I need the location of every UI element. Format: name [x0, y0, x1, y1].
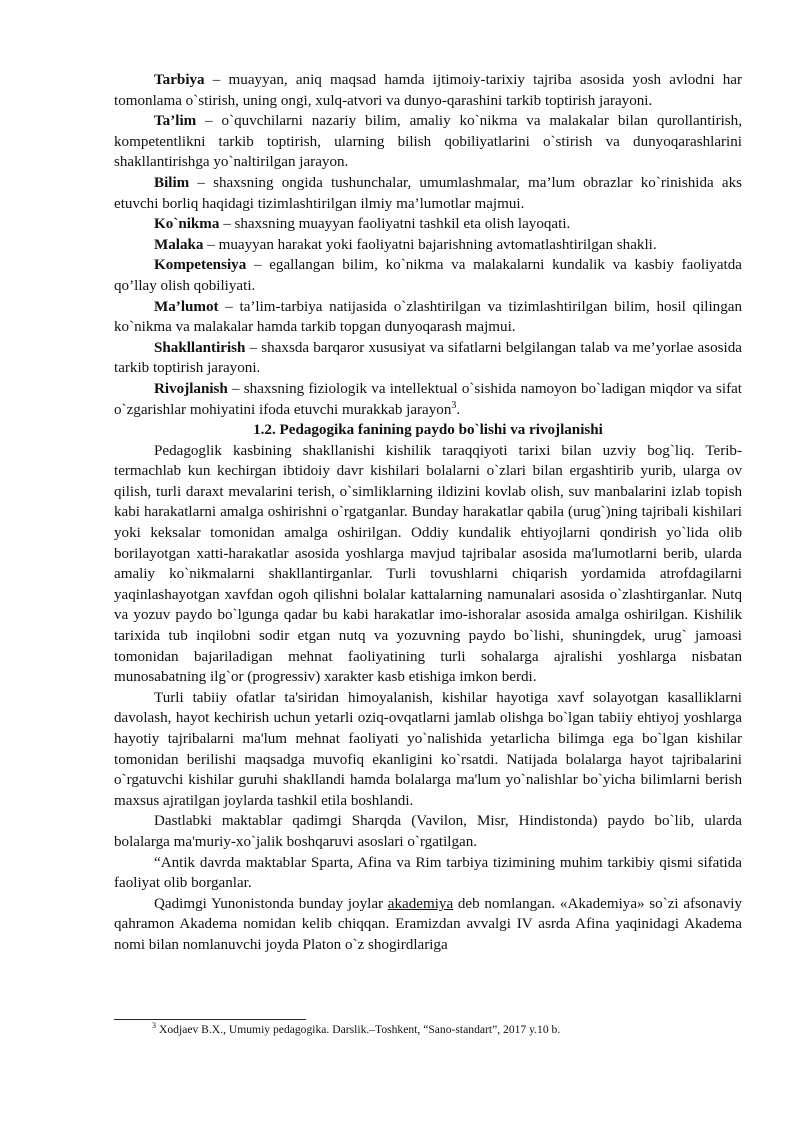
akademiya-link[interactable]: akademiya [387, 895, 454, 912]
term-paragraph [114, 297, 742, 338]
term-title: Shakllantirish [154, 339, 246, 356]
term-definition: – ta’lim-tarbiya natijasida o`zlashtirilgan va tizimlashtirilgan bilim, hosil qilingan ko`nikma va malakalar hamda tarkib topgan dunyoqarash majmui. [114, 298, 742, 336]
term-paragraph [114, 255, 742, 296]
term-title: Tarbiya [154, 72, 205, 88]
footnote-text: Xodjaev B.X., Umumiy pedagogika. Darslik.–Toshkent, “Sano-standart”, 2017 y.10 b. [159, 1023, 561, 1036]
term-paragraph [114, 173, 742, 214]
term-paragraph [114, 235, 742, 256]
term-paragraph [114, 214, 742, 235]
term-paragraph [114, 338, 742, 379]
paragraph-text: deb nomlangan. «Akademiya» so`zi afsonaviy qahramon Akadema nomidan kelib chiqqan. Eramizdan avvalgi IV asrda Afina yaqinidagi Akadema nomi bilan nomlanuvchi joyda Platon o`z shogirdlariga [114, 895, 743, 953]
term-title: Ta’lim [154, 113, 197, 130]
term-title: Ko`nikma [154, 216, 220, 233]
term-definition: – muayyan, aniq maqsad hamda ijtimoiy-tarixiy tajriba asosida yosh avlodni har tomonlama o`stirish, uning ongi, xulq-atvori va dunyo-qarashini tarkib toptirish jarayoni. [114, 72, 742, 109]
term-paragraph [114, 111, 742, 173]
footnote-reference[interactable]: 3 [451, 399, 457, 411]
term-definition: – shaxsning fiziologik va intellektual o`sishida namoyon bo`ladigan miqdor va sifat o`zgarishlar mohiyatini ifoda etuvchi murakkab jarayon [114, 380, 742, 418]
footnote [152, 1022, 742, 1037]
body-paragraph: “Antik davrda maktablar Sparta, Afina va Rim tarbiya tizimining muhim tarkibiy qismi sifatida faoliyat olib borganlar. [114, 854, 742, 892]
paragraph-text: Qadimgi Yunonistonda bunday joylar [154, 895, 388, 912]
term-definition: – shaxsda barqaror xususiyat va sifatlarni belgilangan talab va me’yorlae asosida tarkib toptirish jarayoni. [114, 339, 742, 377]
term-title: Malaka [154, 236, 204, 253]
footnote-separator [114, 1019, 306, 1020]
term-definition: – egallangan bilim, ko`nikma va malakalarni kundalik va kasbiy faoliyatda qo’llay olish qobiliyati. [114, 257, 742, 294]
body-paragraph: Dastlabki maktablar qadimgi Sharqda (Vavilon, Misr, Hindistonda) paydo bo`lib, ularda bolalarga ma'muriy-xo`jalik boshqaruvi asoslari o`rgatilgan. [114, 813, 742, 850]
term-definition: – shaxsning muayyan faoliyatni tashkil eta olish layoqati. [219, 216, 571, 233]
body-paragraph: Turli tabiiy ofatlar ta'siridan himoyalanish, kishilar hayotiga xavf solayotgan kasalliklarni davolash, hayot kechirish uchun yetarli oziq-ovqatlarni jamlab olishga bo`lgan tabiiy ehtiyoj yoshlarga hayotiy tajribalarni ma'lum mehnat faoliyati yo`nalishida yetarlicha bilimga ega bo`lgan kishilar tomonidan berilishi maqsadga muvofiq ekanligini ko`rsatdi. Natijada bolalarga hayot tajribalarini o`rgatuvchi kishilar guruhi shakllandi hamda bolalarga ma'lum yo`nalishlar bo`yicha bilimlarni berish maxsus ajratilgan joylarda tashkil etila boshlandi. [114, 689, 742, 809]
term-paragraph [114, 70, 742, 111]
page-body [114, 70, 742, 956]
body-paragraph: Pedagoglik kasbining shakllanishi kishilik taraqqiyoti tarixi bilan uzviy bog`liq. Terib-termachlab kun kechirgan ibtidoiy davr kishilari bolalarni o`zlari bilan ergashtirib yurib, ularga ov qilish, turli daraxt mevalarini terish, o`simliklarning ildizini kovlab olish, suv manbalarini izlab topish kabi harakatlarni amalga oshirishni o`rgatganlar. Bunday harakatlar qabila (urug`)ning tajribali kishilari yoki keksalar tomonidan amalga oshirilgan. Oddiy kundalik ehtiyojlarni qondirish yo`lida olib borilayotgan xatti-harakatlar asosida yoshlarga mavjud tajribalar asosida ma'lumotlarni berib, ularda amaliy ko`nikmalarni shakllantirganlar. Turli tovushlarni chiqarish yordamida atrofdagilarni yaqinlashayotgan xavfdan ogoh qilishni bolalar kattalarning namunalari asosida o`zlashtirganlar. Nutq va yozuv paydo bo`lgunga qadar bu kabi harakatlar imo-ishoralar asosida amalga oshirilgan. Kishilik tarixida tub inqilobni sodir etgan nutq va yozuvning paydo bo`lishi, shuningdek, urug` jamoasi tomonidan bajariladigan mehnat faoliyatining turli sohalarga ajralishi yoshlarga nisbatan munosabatning ilg`or (progressiv) xarakter kasb etishiga imkon berdi. [114, 442, 742, 686]
term-title: Rivojlanish [154, 380, 228, 397]
term-definition: – o`quvchilarni nazariy bilim, amaliy ko`nikma va malakalar bilan qurollantirish, kompetentlikni tarkib toptirish, ularning bilish qobiliyatlarini o`stirish va dunyoqarashlarini shakllantirishga yo`naltirilgan jarayon. [114, 113, 742, 171]
section-heading: 1.2. Pedagogika fanining paydo bo`lishi va rivojlanishi [253, 422, 603, 439]
term-definition: – muayyan harakat yoki faoliyatni bajarishning avtomatlashtirilgan shakli. [203, 236, 657, 253]
term-definition: – shaxsning ongida tushunchalar, umumlashmalar, ma’lum obrazlar ko`rinishida aks etuvchi borliq haqidagi tizimlashtirilgan ilmiy ma’lumotlar majmui. [114, 174, 742, 212]
term-title: Ma’lumot [154, 298, 219, 315]
term-title: Kompetensiya [154, 257, 247, 274]
footnote-number: 3 [152, 1021, 156, 1031]
term-paragraph: Rivojlanish – shaxsning fiziologik va intellektual o`sishida namoyon bo`ladigan miqdor va sifat o`zgarishlar mohiyatini ifoda etuvchi murakkab jarayon$^3$. [114, 380, 742, 418]
body-paragraph [114, 894, 742, 956]
term-title: Bilim [154, 174, 190, 191]
